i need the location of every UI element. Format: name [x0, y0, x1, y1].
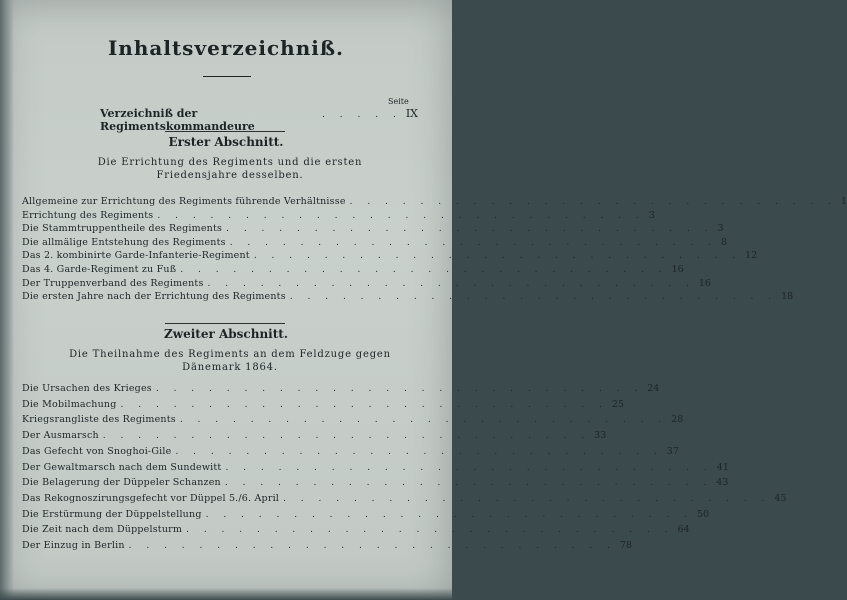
leader-dots: . . . . . . . . . . . . . . . . . . . . . . . . . . . .	[102, 431, 591, 442]
toc-entry-page: 45	[774, 492, 787, 504]
toc-entry-page: 16	[698, 277, 711, 289]
toc-entry-page: 43	[716, 477, 729, 489]
leader-dots: . . . . . . . . . . . . . . . . . . . . . . . . . . . .	[157, 210, 645, 221]
toc-entry-label: Die Zeit nach dem Düppelsturm	[22, 524, 183, 536]
leader-dots: . . . . . . . . . . . . . . . . . . . . . . . . . . . .	[186, 525, 674, 536]
toc-entry-label: Die Ursachen des Krieges	[22, 383, 152, 394]
verzeichnis-entry	[100, 107, 418, 133]
leader-dots: . . . . . . . . . . . . . . . . . . . . . . . . . . . .	[225, 462, 713, 473]
leader-dots: . . . . . . . . . . . . . . . . . . . . . . . . . . . .	[205, 509, 693, 520]
toc-entry-page: 33	[594, 430, 607, 442]
toc-entry-page: 3	[717, 223, 724, 235]
toc-entry	[22, 477, 729, 489]
toc-entry	[22, 209, 655, 221]
toc-entry	[22, 492, 787, 504]
verzeichnis-label: Verzeichniß der Regimentskommandeure	[100, 107, 255, 133]
toc-entry-page: 37	[666, 445, 679, 457]
toc-entry-label: Kriegsrangliste des Regiments	[22, 414, 176, 426]
toc-entry-label: Der Gewaltmarsch nach dem Sundewitt	[22, 461, 222, 473]
toc-entry-label: Die Belagerung der Düppeler Schanzen	[22, 477, 221, 489]
toc-entry-label: Der Ausmarsch	[22, 430, 99, 442]
toc-entry	[22, 264, 684, 275]
toc-entry	[22, 414, 684, 426]
leader-dots: . . . . . . . . . . . . . . . . . . . . . . . . . . . .	[155, 384, 644, 394]
toc-entry	[22, 236, 728, 248]
seite-label: Seite	[388, 97, 409, 106]
toc-entry-label: Die allmälige Entstehung des Regiments	[22, 236, 226, 248]
section-rule	[165, 131, 285, 132]
leader-dots: . . . . . . . . . . . . . . . . . . . . . . . . . . . .	[128, 541, 616, 551]
toc-entry	[22, 196, 847, 207]
toc-entry-page: 8	[721, 236, 728, 248]
section-heading: Erster Abschnitt.	[168, 135, 284, 149]
toc-entry-page: 12	[745, 250, 758, 262]
section-subtitle: Die Errichtung des Regiments und die ersten Friedensjahre desselben.	[97, 157, 363, 181]
toc-entry-page: 24	[647, 383, 660, 394]
leader-dots: . . . . . . . . . . . . . . . . . . . . . . . . . . . .	[229, 237, 718, 248]
toc-entry	[22, 223, 724, 235]
toc-entry	[22, 461, 729, 473]
toc-entry	[22, 508, 710, 520]
leader-dots: . . . . . . . . . . . . . . . . . . . . . . . . . . . .	[179, 415, 668, 426]
toc-entry-label: Die Mobilmachung	[22, 398, 117, 410]
toc-entry-page: 25	[611, 398, 624, 410]
toc-entry	[22, 398, 624, 410]
toc-entry-label: Der Truppenverband des Regiments	[22, 277, 204, 289]
page-title: Inhaltsverzeichniß.	[107, 36, 345, 60]
toc-entry	[22, 291, 794, 303]
toc-entry-page: 18	[781, 291, 794, 303]
toc-entry	[22, 540, 633, 551]
toc-entry-label: Die Stammtruppentheile des Regiments	[22, 223, 223, 235]
leader-dots: . . . . . . . . . . . . . . . . . . . . . . . . . . . .	[349, 197, 837, 207]
leader-dots: . . . . . . . . . . . . . . . . . . . . . . . . . . . .	[120, 399, 608, 410]
toc-entry-page: 3	[648, 209, 655, 221]
toc-entry	[22, 524, 690, 536]
toc-entry-label: Die Erstürmung der Düppelstellung	[22, 508, 202, 520]
leader-dots: . . . . . . . . . . . . . . . . . . . . . . . . . . . .	[226, 224, 714, 235]
toc-entry-label: Allgemeine zur Errichtung des Regiments führende Verhältnisse	[22, 196, 346, 207]
verzeichnis-page: IX	[405, 107, 418, 120]
toc-entry-label: Das 2. kombinirte Garde-Infanterie-Regiment	[22, 250, 250, 262]
toc-entry-label: Das Gefecht von Snoghoi-Gile	[22, 445, 172, 457]
leader-dots: . . . . . . . . . . . . . . . . . . . . . . . . . . . .	[289, 292, 778, 303]
leader-dots: . . . . . . . . . . . . . . . . . . . . . . . . . . . .	[283, 493, 771, 504]
page-bottom-shadow	[0, 588, 452, 600]
toc-entry-label: Die ersten Jahre nach der Errichtung des Regiments	[22, 291, 286, 303]
title-rule	[203, 76, 251, 77]
section-heading: Zweiter Abschnitt.	[164, 327, 288, 341]
toc-entry-page: 28	[671, 414, 684, 426]
toc-entry-page: 78	[620, 540, 633, 551]
toc-entry-page: 41	[716, 461, 729, 473]
toc-entry-page: 16	[671, 264, 684, 275]
toc-entry-label: Das 4. Garde-Regiment zu Fuß	[22, 264, 177, 275]
leader-dots: . . . . . . . . . . . . . . . . . . . . . . . . . . . .	[207, 278, 695, 289]
page-gutter-shadow	[0, 0, 14, 600]
toc-entry	[22, 250, 758, 262]
leader-dots: . . . . . . . . . . . . . . . . . . . . . . . . . . . .	[180, 265, 668, 275]
toc-entry-label: Der Einzug in Berlin	[22, 540, 125, 551]
toc-entry-page: 64	[677, 524, 690, 536]
toc-entry-page: 50	[696, 508, 710, 520]
leader-dots: . . . . . . . . . . . . . . . . . . . . . . . . . . . .	[224, 478, 713, 489]
leader-dots: . . . . . . . . . . . . . . . . . . . . . . . . . . . .	[253, 251, 742, 262]
leader-dots: . . . . . . . . . . . . . . . . . . . . . . . . . . . .	[175, 446, 663, 457]
toc-entry-label: Das Rekognoszirungsgefecht vor Düppel 5./6. April	[22, 492, 280, 504]
section-rule	[165, 323, 285, 324]
section-subtitle: Die Theilnahme des Regiments an dem Feldzuge gegen Dänemark 1864.	[69, 349, 391, 373]
leader-dots: . . . . .	[322, 110, 402, 120]
toc-entry	[22, 383, 660, 394]
toc-entry-page: 1	[841, 196, 847, 207]
toc-entry	[22, 445, 679, 457]
toc-entry	[22, 277, 711, 289]
toc-entry	[22, 430, 607, 442]
toc-entry-label: Errichtung des Regiments	[22, 209, 154, 221]
